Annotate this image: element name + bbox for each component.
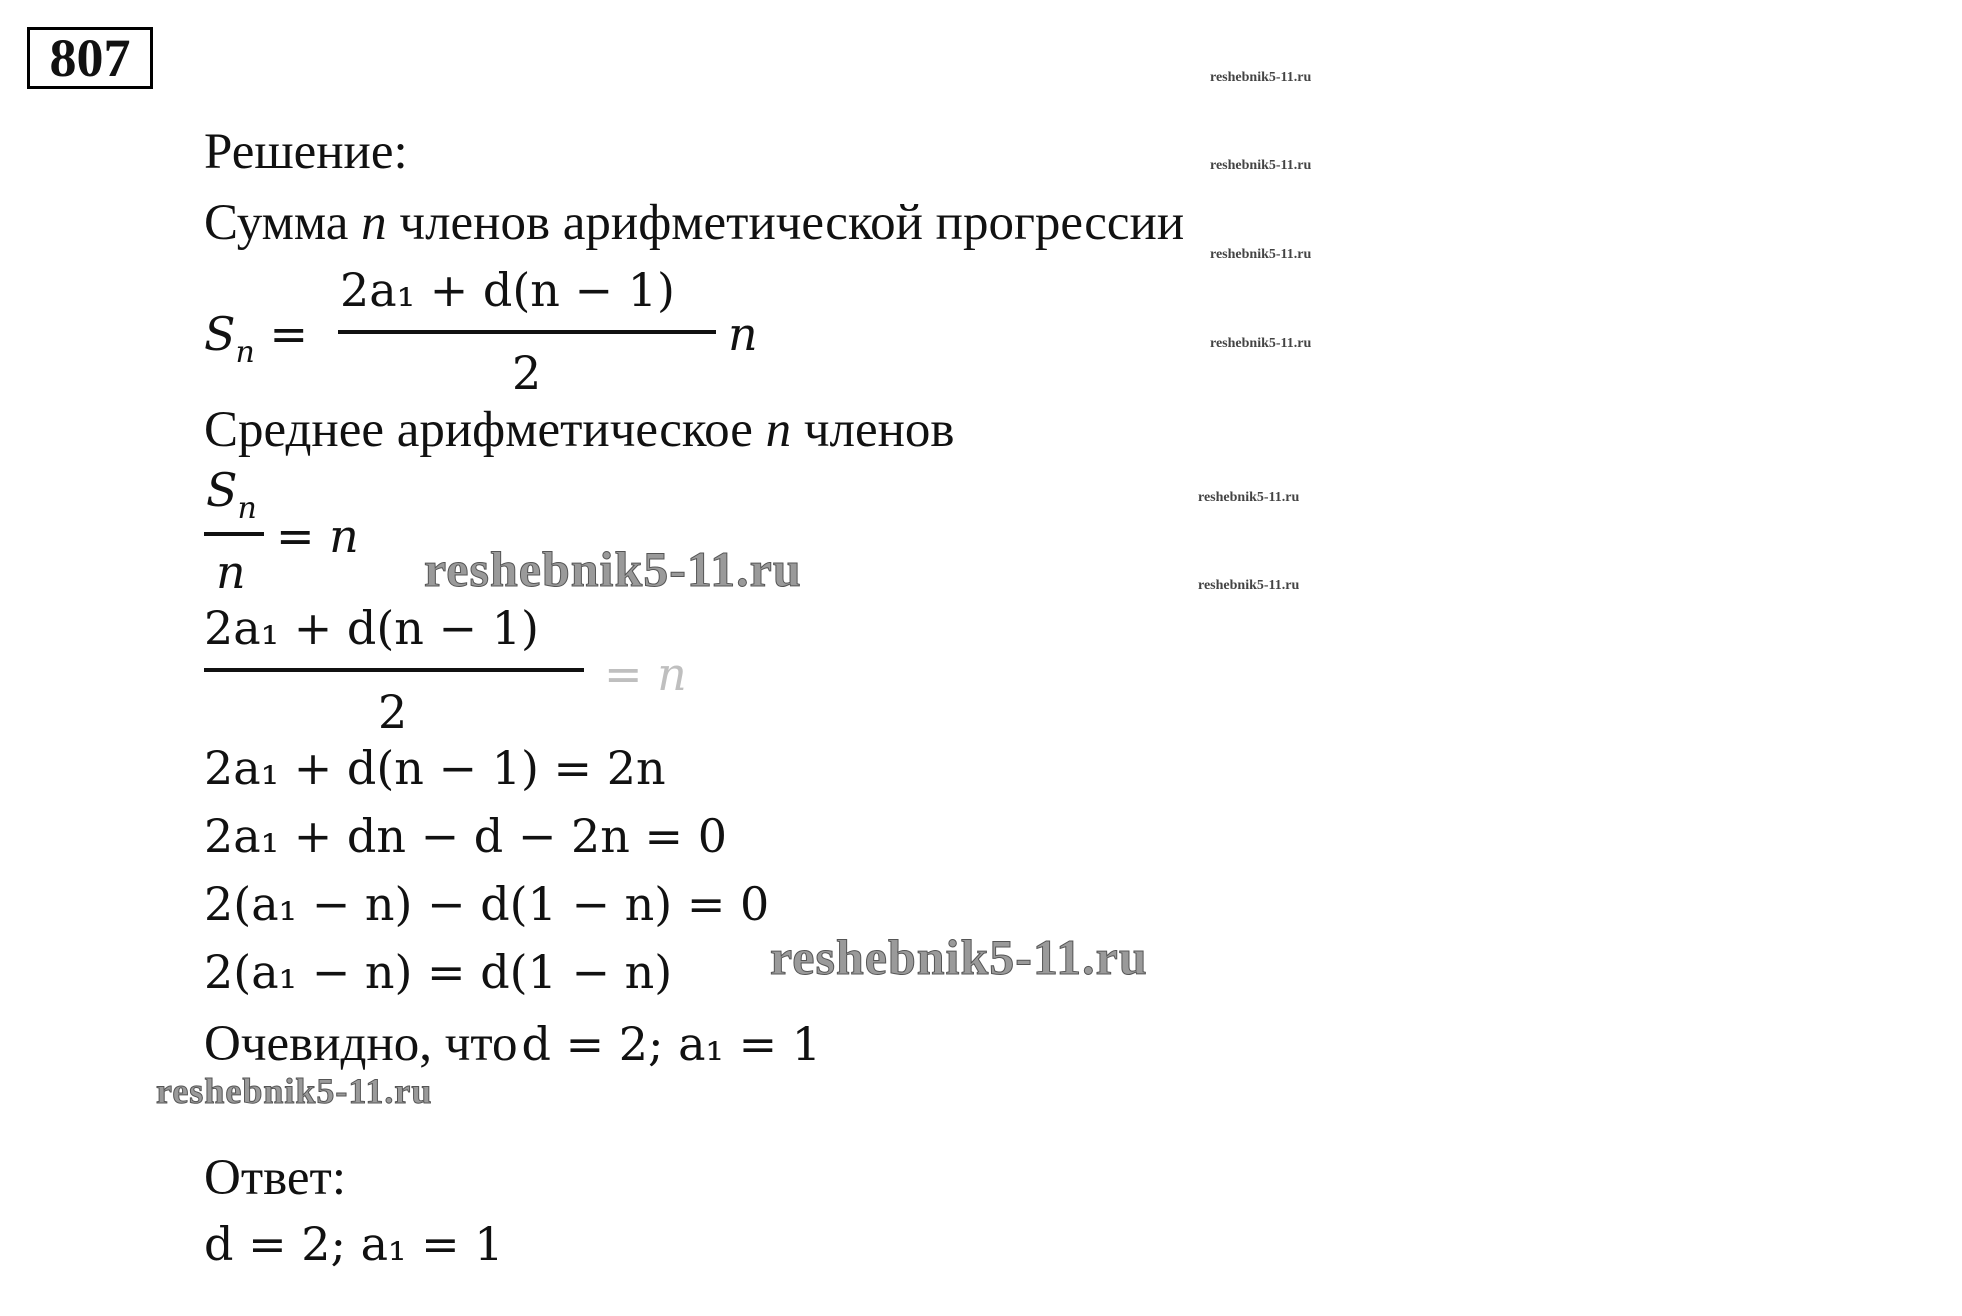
answer-label: Ответ: xyxy=(204,1150,346,1206)
avg-text-end: членов xyxy=(803,402,955,458)
watermark-small: reshebnik5-11.ru xyxy=(1198,578,1300,593)
watermark-small: reshebnik5-11.ru xyxy=(1210,247,1312,262)
sn-multiplier: n xyxy=(728,307,758,361)
avg-text-start: Среднее арифметическое xyxy=(204,402,753,458)
equation-line: 2a₁ + dn − d − 2n = 0 xyxy=(204,809,727,863)
avg-rhs: = n xyxy=(276,509,359,563)
watermark-large: reshebnik5-11.ru xyxy=(156,1071,433,1111)
sn-lhs: $S_n$ = xyxy=(204,307,309,370)
avg-text-var: n xyxy=(765,402,792,458)
equation-line: 2(a₁ − n) = d(1 − n) xyxy=(204,945,673,999)
watermark-small: reshebnik5-11.ru xyxy=(1210,158,1312,173)
conclusion-values: d = 2; a₁ = 1 xyxy=(521,1017,822,1071)
watermark-large: reshebnik5-11.ru xyxy=(424,541,802,597)
answer-values: d = 2; a₁ = 1 xyxy=(204,1217,504,1271)
watermark-small: reshebnik5-11.ru xyxy=(1210,336,1312,351)
task-number: 807 xyxy=(27,27,153,89)
conclusion-line xyxy=(204,1014,821,1074)
eq-fraction-denominator: 2 xyxy=(378,685,408,739)
equation-line: 2(a₁ − n) − d(1 − n) = 0 xyxy=(204,877,770,931)
watermark-large: reshebnik5-11.ru xyxy=(770,929,1148,985)
conclusion-text: Очевидно, что xyxy=(204,1016,518,1072)
solution-label: Решение: xyxy=(204,124,408,180)
avg-denominator: n xyxy=(216,545,246,599)
eq-fraction-numerator: 2a₁ + d(n − 1) xyxy=(204,601,539,655)
sum-description xyxy=(204,193,1184,253)
fraction-bar xyxy=(204,668,584,672)
avg-numerator: $S_n$ xyxy=(206,463,257,526)
sn-denominator: 2 xyxy=(512,346,542,400)
eq-fraction-rhs: = n xyxy=(604,647,687,701)
sum-text-start: Сумма xyxy=(204,195,349,251)
sum-text-end: членов арифметической прогрессии xyxy=(399,195,1185,251)
sum-text-var: n xyxy=(361,195,387,251)
sn-numerator: 2a₁ + d(n − 1) xyxy=(340,263,675,317)
fraction-bar xyxy=(338,330,716,334)
equation-line: 2a₁ + d(n − 1) = 2n xyxy=(204,741,666,795)
fraction-bar xyxy=(204,532,264,536)
watermark-small: reshebnik5-11.ru xyxy=(1198,490,1300,505)
average-description xyxy=(204,400,954,460)
watermark-small: reshebnik5-11.ru xyxy=(1210,70,1312,85)
